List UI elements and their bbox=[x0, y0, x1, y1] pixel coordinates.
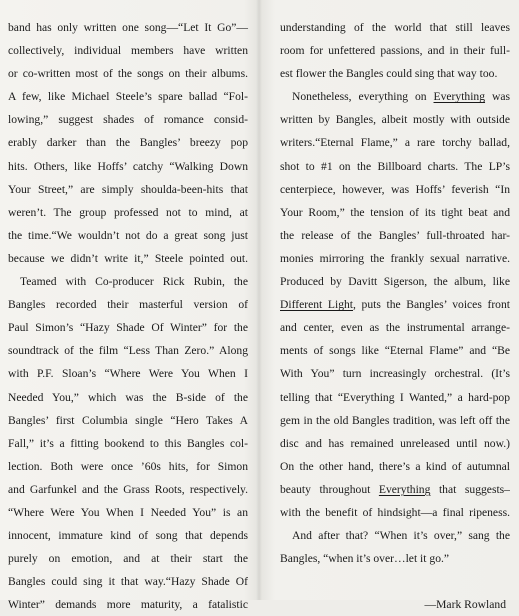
text-line: Bangles recorded their masterful version of bbox=[8, 298, 248, 312]
text-line: soundtrack of the film “Less Than Zero.” Along bbox=[8, 344, 248, 358]
author-signature: —Mark Rowland bbox=[424, 598, 506, 612]
album-title: Everything bbox=[433, 90, 486, 104]
right-column bbox=[280, 16, 510, 616]
text-segment: , puts the Bangles’ voices front bbox=[353, 298, 510, 312]
text-line bbox=[280, 316, 510, 339]
text-line bbox=[280, 224, 510, 247]
text-line: lowing,” suggest shades of romance consid- bbox=[8, 113, 248, 127]
text-line bbox=[280, 201, 510, 224]
text-segment: Bangles, “when it’s over…let it go.” bbox=[280, 552, 450, 566]
text-line bbox=[280, 386, 510, 409]
page-fold bbox=[256, 0, 262, 600]
text-line: collectively, individual members have written bbox=[8, 44, 248, 58]
text-segment: was bbox=[485, 90, 510, 104]
album-title: Different Light bbox=[280, 298, 354, 312]
text-line bbox=[280, 409, 510, 432]
text-segment: written by Bangles, albeit mostly with outside bbox=[280, 113, 510, 127]
text-segment: writers.“Eternal Flame,” a rare torchy ballad, bbox=[280, 136, 510, 150]
text-line: Needed You,” which was the B-side of the bbox=[8, 390, 248, 404]
text-line bbox=[280, 547, 510, 570]
text-line: Winter” demands more maturity, a fatalistic bbox=[8, 598, 248, 612]
text-line: lection. Both were once ’60s hits, for Simon bbox=[8, 459, 248, 473]
text-segment: shot to #1 on the Billboard charts. The LP’s bbox=[280, 159, 510, 173]
text-line: band has only written one song—“Let It Go”— bbox=[8, 21, 248, 34]
text-segment: est flower the Bangles could sing that way too. bbox=[280, 67, 498, 81]
text-line bbox=[280, 155, 510, 178]
spacer bbox=[280, 570, 510, 593]
text-segment: centerpiece, however, was Hoffs’ feverish “In bbox=[280, 182, 510, 196]
text-line bbox=[280, 455, 510, 478]
text-line: Bangles could sing it that way.“Hazy Shade Of bbox=[8, 575, 248, 589]
text-line: with P.F. Sloan’s “Where Were You When I bbox=[8, 367, 248, 381]
text-line: Teamed with Co-producer Rick Rubin, the bbox=[20, 275, 248, 289]
text-segment: and center, even as the instrumental arrange- bbox=[280, 321, 510, 335]
text-line bbox=[280, 178, 510, 201]
text-line bbox=[280, 432, 510, 455]
text-segment: understanding of the world that still leaves bbox=[280, 21, 510, 34]
text-segment: that suggests– bbox=[430, 482, 510, 496]
text-line bbox=[280, 501, 510, 524]
text-line: weren’t. The group professed not to mind, at bbox=[8, 205, 248, 219]
text-line: or co-written most of the songs on their albums. bbox=[8, 67, 248, 81]
text-segment: disc and has remained unreleased until now.) bbox=[280, 436, 510, 450]
text-segment: monies mirroring the frankly sexual narrative. bbox=[280, 251, 510, 265]
text-line: Bangles’ first Columbia single “Hero Takes A bbox=[8, 413, 248, 427]
text-line bbox=[280, 39, 510, 62]
text-segment: with the benefit of hindsight—a final ripeness. bbox=[280, 505, 510, 519]
text-line: hits. Others, like Hoffs’ catchy “Walking Down bbox=[8, 159, 248, 173]
text-line bbox=[280, 362, 510, 385]
text-line bbox=[280, 247, 510, 270]
text-line: “Where Were You When I Needed You” is an bbox=[8, 505, 248, 519]
text-segment: gem in the old Bangles tradition, was left off the bbox=[280, 413, 510, 427]
left-column bbox=[8, 16, 248, 616]
text-line: the time.“We wouldn’t not do a great song just bbox=[8, 228, 248, 242]
text-segment: Your Room,” the tension of its tight beat and bbox=[280, 205, 510, 219]
text-segment: And after that? “When it’s over,” sang the bbox=[292, 529, 510, 543]
text-line: and Garfunkel and the Grass Roots, respectively. bbox=[8, 482, 248, 496]
text-line: because we didn’t write it,” Steele pointed out. bbox=[8, 251, 248, 265]
text-segment: room for unfettered passions, and in their full- bbox=[280, 44, 510, 58]
text-segment: the release of the Bangles’ full-throated har- bbox=[280, 228, 510, 242]
text-line bbox=[280, 524, 510, 547]
text-segment: beauty throughout bbox=[280, 482, 379, 496]
text-line: Your Street,” are simply shoulda-been-hits that bbox=[8, 182, 248, 196]
text-line: erably darker than the Bangles’ breezy pop bbox=[8, 136, 248, 150]
text-segment: Nonetheless, everything on bbox=[292, 90, 434, 104]
album-title: Everything bbox=[378, 482, 431, 496]
text-line bbox=[280, 108, 510, 131]
text-line: Fall,” it’s a fitting bookend to this Bangles col- bbox=[8, 436, 248, 450]
text-line: purely on emotion, and at their start the bbox=[8, 552, 248, 566]
text-line: innocent, immature kind of song that depends bbox=[8, 529, 248, 543]
text-line bbox=[280, 293, 510, 316]
text-segment: With You” turn increasingly orchestral. (It’s bbox=[280, 367, 510, 381]
text-line: A few, like Michael Steele’s spare ballad “Fol- bbox=[8, 90, 248, 104]
text-line bbox=[280, 16, 510, 39]
text-line bbox=[280, 85, 510, 108]
text-segment: Produced by Davitt Sigerson, the album, like bbox=[280, 275, 510, 289]
text-line bbox=[280, 339, 510, 362]
text-segment: On the other hand, there’s a kind of autumnal bbox=[280, 459, 510, 473]
text-line bbox=[280, 131, 510, 154]
text-segment: ments of songs like “Eternal Flame” and “Be bbox=[280, 344, 510, 358]
text-line bbox=[280, 270, 510, 293]
text-line: Paul Simon’s “Hazy Shade Of Winter” for the bbox=[8, 321, 248, 335]
text-line bbox=[280, 62, 510, 85]
text-segment: telling that “Everything I Wanted,” a hard-pop bbox=[280, 390, 510, 404]
text-line bbox=[280, 478, 510, 501]
